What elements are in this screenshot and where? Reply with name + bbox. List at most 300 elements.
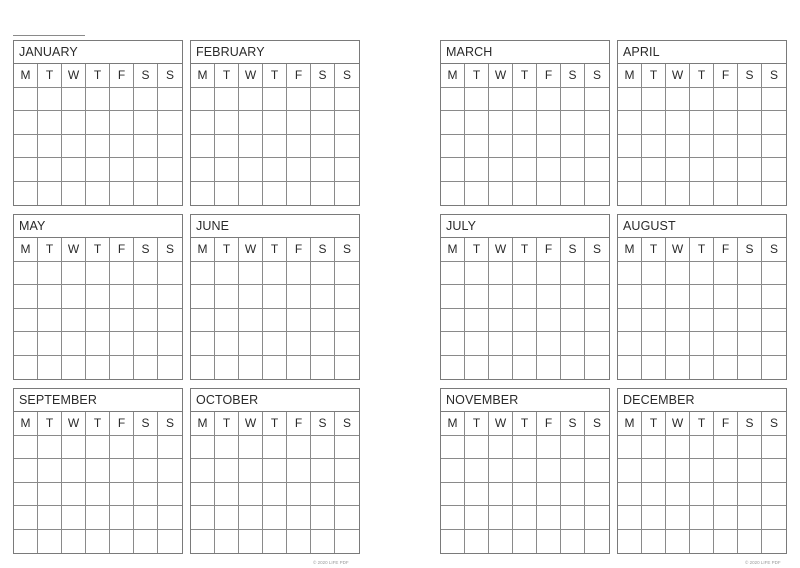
day-cell: [110, 158, 134, 182]
day-cell: [335, 332, 359, 356]
day-cell: [134, 459, 158, 483]
day-cell: [465, 483, 489, 507]
day-cell: [62, 135, 86, 159]
weekday-header: S: [585, 238, 609, 262]
day-cell: [14, 436, 38, 460]
day-cell: [38, 356, 62, 380]
day-cell: [14, 135, 38, 159]
day-cell: [263, 436, 287, 460]
day-cell: [86, 506, 110, 530]
day-cell: [158, 309, 182, 333]
weekday-header: T: [215, 412, 239, 436]
year-underline: [13, 35, 85, 36]
month-title: NOVEMBER: [441, 389, 609, 412]
day-cell: [14, 459, 38, 483]
day-cell: [537, 506, 561, 530]
day-cell: [513, 285, 537, 309]
day-cell: [287, 158, 311, 182]
day-cell: [335, 111, 359, 135]
day-cell: [714, 285, 738, 309]
day-cell: [38, 459, 62, 483]
day-cell: [239, 530, 263, 554]
day-cell: [86, 285, 110, 309]
day-cell: [134, 506, 158, 530]
day-cell: [38, 436, 62, 460]
day-cell: [618, 459, 642, 483]
day-cell: [561, 262, 585, 286]
day-cell: [287, 285, 311, 309]
month-july: [440, 214, 610, 380]
day-cell: [158, 356, 182, 380]
day-cell: [38, 309, 62, 333]
month-september: [13, 388, 183, 554]
day-cell: [62, 332, 86, 356]
day-cell: [86, 356, 110, 380]
day-cell: [642, 182, 666, 206]
day-cell: [110, 459, 134, 483]
day-cell: [14, 483, 38, 507]
day-cell: [38, 262, 62, 286]
weekday-header: F: [537, 238, 561, 262]
day-cell: [762, 506, 786, 530]
day-cell: [537, 436, 561, 460]
day-cell: [311, 506, 335, 530]
weekday-header: S: [561, 412, 585, 436]
day-cell: [762, 483, 786, 507]
day-cell: [215, 285, 239, 309]
day-cell: [311, 285, 335, 309]
day-cell: [287, 436, 311, 460]
day-cell: [62, 309, 86, 333]
day-cell: [62, 530, 86, 554]
day-cell: [585, 309, 609, 333]
day-cell: [690, 356, 714, 380]
day-cell: [666, 483, 690, 507]
weekday-header: S: [561, 238, 585, 262]
day-cell: [537, 158, 561, 182]
day-cell: [311, 356, 335, 380]
month-title: JUNE: [191, 215, 359, 238]
day-cell: [215, 483, 239, 507]
day-cell: [86, 88, 110, 112]
day-cell: [537, 285, 561, 309]
day-cell: [489, 262, 513, 286]
day-cell: [158, 530, 182, 554]
weekday-header: F: [537, 412, 561, 436]
weekday-header: T: [690, 238, 714, 262]
day-cell: [239, 285, 263, 309]
day-cell: [311, 135, 335, 159]
day-cell: [158, 182, 182, 206]
day-cell: [762, 158, 786, 182]
day-cell: [215, 262, 239, 286]
day-cell: [690, 158, 714, 182]
weekday-header: S: [738, 64, 762, 88]
day-cell: [38, 506, 62, 530]
weekday-header: S: [158, 412, 182, 436]
day-cell: [618, 111, 642, 135]
month-grid: [441, 238, 609, 379]
day-cell: [561, 332, 585, 356]
day-cell: [738, 111, 762, 135]
day-cell: [158, 459, 182, 483]
day-cell: [690, 135, 714, 159]
day-cell: [191, 436, 215, 460]
day-cell: [335, 158, 359, 182]
day-cell: [287, 332, 311, 356]
day-cell: [513, 88, 537, 112]
day-cell: [335, 135, 359, 159]
day-cell: [618, 332, 642, 356]
day-cell: [62, 506, 86, 530]
day-cell: [134, 332, 158, 356]
month-august: [617, 214, 787, 380]
weekday-header: M: [441, 64, 465, 88]
day-cell: [537, 483, 561, 507]
weekday-header: W: [62, 238, 86, 262]
day-cell: [561, 356, 585, 380]
day-cell: [642, 111, 666, 135]
weekday-header: W: [489, 64, 513, 88]
month-april: [617, 40, 787, 206]
day-cell: [489, 158, 513, 182]
month-october: [190, 388, 360, 554]
day-cell: [714, 530, 738, 554]
day-cell: [762, 332, 786, 356]
day-cell: [38, 88, 62, 112]
day-cell: [287, 182, 311, 206]
weekday-header: F: [714, 64, 738, 88]
day-cell: [465, 158, 489, 182]
day-cell: [311, 436, 335, 460]
day-cell: [762, 182, 786, 206]
day-cell: [513, 111, 537, 135]
day-cell: [762, 309, 786, 333]
day-cell: [441, 309, 465, 333]
day-cell: [287, 506, 311, 530]
day-cell: [110, 135, 134, 159]
day-cell: [714, 135, 738, 159]
month-june: [190, 214, 360, 380]
weekday-header: S: [762, 64, 786, 88]
weekday-header: T: [38, 412, 62, 436]
day-cell: [714, 483, 738, 507]
day-cell: [585, 483, 609, 507]
day-cell: [489, 436, 513, 460]
day-cell: [513, 309, 537, 333]
day-cell: [738, 459, 762, 483]
day-cell: [561, 436, 585, 460]
day-cell: [618, 262, 642, 286]
day-cell: [263, 332, 287, 356]
day-cell: [335, 309, 359, 333]
day-cell: [585, 530, 609, 554]
day-cell: [239, 88, 263, 112]
day-cell: [215, 436, 239, 460]
day-cell: [215, 356, 239, 380]
day-cell: [690, 182, 714, 206]
day-cell: [537, 356, 561, 380]
day-cell: [62, 182, 86, 206]
day-cell: [110, 483, 134, 507]
day-cell: [714, 309, 738, 333]
weekday-header: T: [38, 64, 62, 88]
day-cell: [191, 111, 215, 135]
day-cell: [62, 285, 86, 309]
day-cell: [158, 506, 182, 530]
weekday-header: S: [335, 412, 359, 436]
day-cell: [513, 436, 537, 460]
day-cell: [618, 158, 642, 182]
day-cell: [239, 332, 263, 356]
day-cell: [561, 309, 585, 333]
weekday-header: T: [263, 64, 287, 88]
day-cell: [666, 436, 690, 460]
day-cell: [714, 332, 738, 356]
day-cell: [86, 530, 110, 554]
weekday-header: S: [134, 64, 158, 88]
day-cell: [738, 158, 762, 182]
month-february: [190, 40, 360, 206]
weekday-header: M: [14, 64, 38, 88]
day-cell: [666, 158, 690, 182]
day-cell: [14, 332, 38, 356]
weekday-header: M: [191, 238, 215, 262]
day-cell: [441, 483, 465, 507]
day-cell: [642, 309, 666, 333]
day-cell: [441, 262, 465, 286]
day-cell: [441, 459, 465, 483]
day-cell: [537, 332, 561, 356]
weekday-header: S: [335, 64, 359, 88]
weekday-header: F: [714, 412, 738, 436]
day-cell: [191, 158, 215, 182]
day-cell: [158, 111, 182, 135]
day-cell: [38, 158, 62, 182]
day-cell: [465, 182, 489, 206]
weekday-header: F: [110, 412, 134, 436]
month-title: FEBRUARY: [191, 41, 359, 64]
month-title: AUGUST: [618, 215, 786, 238]
weekday-header: S: [311, 238, 335, 262]
day-cell: [738, 332, 762, 356]
day-cell: [335, 182, 359, 206]
day-cell: [287, 111, 311, 135]
weekday-header: T: [690, 412, 714, 436]
day-cell: [489, 332, 513, 356]
day-cell: [618, 356, 642, 380]
day-cell: [287, 356, 311, 380]
day-cell: [191, 530, 215, 554]
day-cell: [618, 309, 642, 333]
weekday-header: S: [335, 238, 359, 262]
day-cell: [191, 356, 215, 380]
day-cell: [110, 182, 134, 206]
weekday-header: S: [762, 412, 786, 436]
day-cell: [690, 459, 714, 483]
day-cell: [585, 459, 609, 483]
day-cell: [513, 483, 537, 507]
day-cell: [134, 483, 158, 507]
day-cell: [618, 436, 642, 460]
day-cell: [690, 309, 714, 333]
day-cell: [642, 436, 666, 460]
weekday-header: T: [690, 64, 714, 88]
month-grid: [191, 64, 359, 205]
month-november: [440, 388, 610, 554]
day-cell: [38, 285, 62, 309]
day-cell: [239, 111, 263, 135]
day-cell: [762, 285, 786, 309]
day-cell: [642, 88, 666, 112]
weekday-header: T: [215, 64, 239, 88]
weekday-header: S: [158, 238, 182, 262]
day-cell: [110, 506, 134, 530]
day-cell: [239, 436, 263, 460]
day-cell: [263, 530, 287, 554]
day-cell: [311, 182, 335, 206]
day-cell: [263, 135, 287, 159]
weekday-header: S: [158, 64, 182, 88]
day-cell: [465, 436, 489, 460]
month-grid: [14, 238, 182, 379]
day-cell: [666, 135, 690, 159]
weekday-header: S: [311, 64, 335, 88]
day-cell: [134, 436, 158, 460]
day-cell: [714, 88, 738, 112]
day-cell: [465, 459, 489, 483]
day-cell: [441, 158, 465, 182]
day-cell: [191, 332, 215, 356]
day-cell: [441, 356, 465, 380]
day-cell: [618, 530, 642, 554]
day-cell: [738, 309, 762, 333]
day-cell: [762, 530, 786, 554]
weekday-header: W: [62, 64, 86, 88]
month-title: DECEMBER: [618, 389, 786, 412]
month-may: [13, 214, 183, 380]
day-cell: [618, 135, 642, 159]
weekday-header: T: [86, 238, 110, 262]
month-title: JANUARY: [14, 41, 182, 64]
day-cell: [513, 530, 537, 554]
day-cell: [191, 483, 215, 507]
day-cell: [585, 88, 609, 112]
day-cell: [263, 88, 287, 112]
weekday-header: F: [714, 238, 738, 262]
day-cell: [690, 285, 714, 309]
day-cell: [14, 285, 38, 309]
day-cell: [287, 309, 311, 333]
day-cell: [38, 182, 62, 206]
day-cell: [618, 182, 642, 206]
day-cell: [762, 135, 786, 159]
day-cell: [618, 88, 642, 112]
day-cell: [158, 332, 182, 356]
weekday-header: T: [465, 64, 489, 88]
day-cell: [618, 483, 642, 507]
weekday-header: S: [738, 238, 762, 262]
day-cell: [666, 111, 690, 135]
day-cell: [335, 88, 359, 112]
month-title: JULY: [441, 215, 609, 238]
day-cell: [690, 506, 714, 530]
day-cell: [762, 88, 786, 112]
day-cell: [215, 506, 239, 530]
month-grid: [441, 64, 609, 205]
day-cell: [585, 285, 609, 309]
day-cell: [465, 506, 489, 530]
day-cell: [489, 459, 513, 483]
weekday-header: S: [561, 64, 585, 88]
day-cell: [14, 111, 38, 135]
day-cell: [642, 158, 666, 182]
weekday-header: T: [513, 238, 537, 262]
day-cell: [134, 262, 158, 286]
day-cell: [311, 309, 335, 333]
day-cell: [311, 88, 335, 112]
day-cell: [537, 530, 561, 554]
day-cell: [465, 356, 489, 380]
weekday-header: S: [762, 238, 786, 262]
month-title: MARCH: [441, 41, 609, 64]
day-cell: [666, 506, 690, 530]
day-cell: [14, 506, 38, 530]
day-cell: [215, 88, 239, 112]
day-cell: [38, 530, 62, 554]
weekday-header: F: [110, 238, 134, 262]
day-cell: [62, 262, 86, 286]
day-cell: [110, 309, 134, 333]
day-cell: [513, 158, 537, 182]
weekday-header: W: [62, 412, 86, 436]
day-cell: [62, 158, 86, 182]
month-title: SEPTEMBER: [14, 389, 182, 412]
day-cell: [191, 262, 215, 286]
day-cell: [441, 111, 465, 135]
day-cell: [585, 506, 609, 530]
day-cell: [158, 436, 182, 460]
day-cell: [441, 530, 465, 554]
day-cell: [158, 285, 182, 309]
day-cell: [513, 356, 537, 380]
month-grid: [14, 412, 182, 553]
day-cell: [158, 135, 182, 159]
day-cell: [489, 135, 513, 159]
day-cell: [666, 88, 690, 112]
day-cell: [738, 285, 762, 309]
day-cell: [287, 483, 311, 507]
month-january: [13, 40, 183, 206]
day-cell: [642, 285, 666, 309]
day-cell: [215, 182, 239, 206]
day-cell: [666, 530, 690, 554]
day-cell: [311, 459, 335, 483]
day-cell: [537, 262, 561, 286]
day-cell: [263, 309, 287, 333]
copyright-right: © 2020 LIFE PDF: [745, 560, 781, 565]
weekday-header: S: [311, 412, 335, 436]
weekday-header: T: [263, 412, 287, 436]
day-cell: [110, 262, 134, 286]
day-cell: [513, 182, 537, 206]
day-cell: [489, 356, 513, 380]
day-cell: [762, 356, 786, 380]
day-cell: [62, 483, 86, 507]
day-cell: [441, 506, 465, 530]
weekday-header: S: [585, 412, 609, 436]
day-cell: [311, 262, 335, 286]
